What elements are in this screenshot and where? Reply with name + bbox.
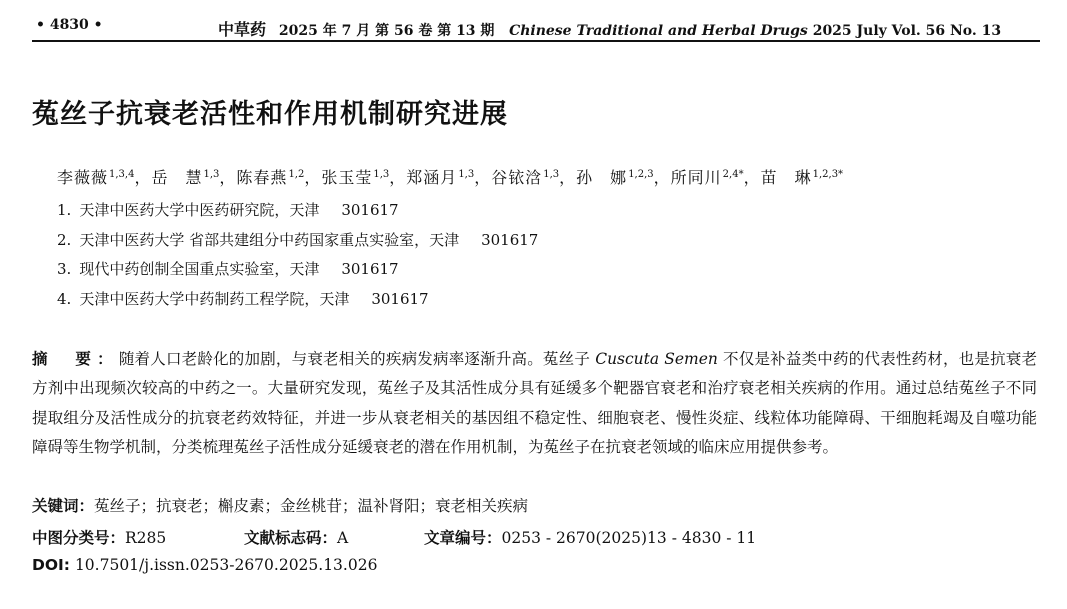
author-affiliation-marker: 1,3,4 bbox=[109, 169, 135, 180]
author-name: 苗 琳 bbox=[760, 168, 812, 187]
classification-row bbox=[32, 526, 1032, 550]
affiliation-number: 1. bbox=[57, 201, 72, 219]
affiliation-text: 现代中药创制全国重点实验室，天津 bbox=[79, 260, 320, 278]
affiliation-zip: 301617 bbox=[341, 201, 399, 219]
doi-label: DOI: bbox=[32, 556, 71, 574]
running-header bbox=[32, 16, 1040, 42]
author-name: 郑涵月 bbox=[406, 168, 458, 187]
affiliation bbox=[57, 199, 538, 229]
author-affiliation-marker: 1,2 bbox=[288, 169, 305, 180]
author bbox=[236, 168, 304, 187]
affiliation bbox=[57, 258, 538, 288]
author-name: 岳 慧 bbox=[151, 168, 203, 187]
doc-code-value: A bbox=[337, 529, 349, 547]
author bbox=[406, 168, 474, 187]
doi bbox=[32, 556, 377, 574]
affiliation-number: 4. bbox=[57, 289, 72, 308]
author-affiliation-marker: 1,3 bbox=[543, 169, 560, 180]
author bbox=[671, 168, 744, 187]
author bbox=[491, 168, 559, 187]
issue-en: 2025 July Vol. 56 No. 13 bbox=[812, 23, 1002, 39]
author bbox=[321, 168, 389, 187]
author-name: 所同川 bbox=[670, 168, 722, 187]
affiliation-zip: 301617 bbox=[481, 230, 539, 249]
page-number: • 4830 • bbox=[36, 17, 103, 33]
author bbox=[151, 168, 219, 187]
doi-value: 10.7501/j.issn.0253-2670.2025.13.026 bbox=[70, 556, 378, 574]
article-no-value: 0253 - 2670(2025)13 - 4830 - 11 bbox=[501, 529, 757, 547]
abstract bbox=[32, 345, 1037, 462]
article-no-label: 文章编号： bbox=[424, 529, 502, 547]
article-no-field bbox=[424, 526, 756, 548]
abstract-text-1: 随着人口老龄化的加剧，与衰老相关的疾病发病率逐渐升高。菟丝子 bbox=[118, 350, 596, 368]
author-name: 张玉莹 bbox=[321, 168, 373, 187]
affiliation bbox=[57, 229, 538, 259]
keywords-text: 菟丝子；抗衰老；槲皮素；金丝桃苷；温补肾阳；衰老相关疾病 bbox=[94, 497, 529, 515]
author-affiliation-marker: 1,2,3 bbox=[628, 169, 654, 180]
affiliation-number: 3. bbox=[57, 260, 72, 278]
issue-cn: 2025 年 7 月 第 56 卷 第 13 期 bbox=[278, 23, 495, 39]
author-name: 李薇薇 bbox=[57, 168, 109, 187]
author bbox=[761, 168, 843, 187]
clc-value: R285 bbox=[125, 529, 167, 547]
journal-name-en: Chinese Traditional and Herbal Drugs bbox=[509, 23, 808, 39]
author bbox=[576, 168, 653, 187]
affiliation-number: 2. bbox=[57, 230, 72, 249]
author-name: 谷铱浛 bbox=[491, 168, 543, 187]
affiliation bbox=[57, 288, 538, 318]
affiliation-text: 天津中医药大学中药制药工程学院，天津 bbox=[79, 289, 350, 308]
author-name: 孙 娜 bbox=[576, 168, 628, 187]
clc-field bbox=[32, 526, 166, 548]
affiliation-zip: 301617 bbox=[371, 289, 429, 308]
doc-code-label: 文献标志码： bbox=[244, 529, 338, 547]
author-list: 李薇薇$^{1,3,4}$，岳 慧$^{1,3}$，陈春燕$^{1,2}$，张玉莹$^{1,3}$，郑涵月$^{1,3}$，谷铱浛$^{1,3}$，孙 娜$^{1,2,3}$，所同川$^{2,4*}$，苗 琳$^{1,2,3*}$ bbox=[57, 168, 844, 187]
affiliation-text: 天津中医药大学中医药研究院，天津 bbox=[79, 201, 320, 219]
journal-name-cn: 中草药 bbox=[218, 20, 267, 39]
keywords-label: 关键词： bbox=[32, 497, 95, 515]
author bbox=[57, 168, 134, 187]
affiliation-list bbox=[57, 199, 538, 317]
clc-label: 中图分类号： bbox=[32, 529, 126, 547]
author-affiliation-marker: 1,3 bbox=[458, 169, 475, 180]
keywords bbox=[32, 494, 528, 516]
journal-info bbox=[218, 17, 1001, 40]
author-affiliation-marker: 1,2,3* bbox=[812, 169, 844, 180]
affiliation-zip: 301617 bbox=[341, 260, 399, 278]
paper-title: 菟丝子抗衰老活性和作用机制研究进展 bbox=[32, 99, 508, 130]
author-affiliation-marker: 2,4* bbox=[722, 169, 744, 180]
abstract-text-2: 不仅是补益类中药的代表性药材，也是抗衰老方剂中出现频次较高的中药之一。大量研究发现，菟丝子及其活性成分具有延缓多个靶器官衰老和治疗衰老相关疾病的作用。通过总结菟丝子不同提取组分及活性成分的抗衰老药效特征，并进一步从衰老相关的基因组不稳定性、细胞衰老、慢性炎症、线粒体功能障碍、干细胞耗竭及自噬功能障碍等生物学机制，分类梳理菟丝子活性成分延缓衰老的潜在作用机制，为菟丝子在抗衰老领域的临床应用提供参考。 bbox=[32, 350, 1037, 456]
doc-code-field bbox=[244, 526, 348, 548]
author-affiliation-marker: 1,3 bbox=[203, 169, 220, 180]
author-name: 陈春燕 bbox=[236, 168, 288, 187]
affiliation-text: 天津中医药大学 省部共建组分中药国家重点实验室，天津 bbox=[79, 230, 460, 249]
abstract-label: 摘 要： bbox=[32, 350, 119, 368]
author-affiliation-marker: 1,3 bbox=[373, 169, 390, 180]
abstract-latin-name: Cuscuta Semen bbox=[595, 350, 718, 368]
